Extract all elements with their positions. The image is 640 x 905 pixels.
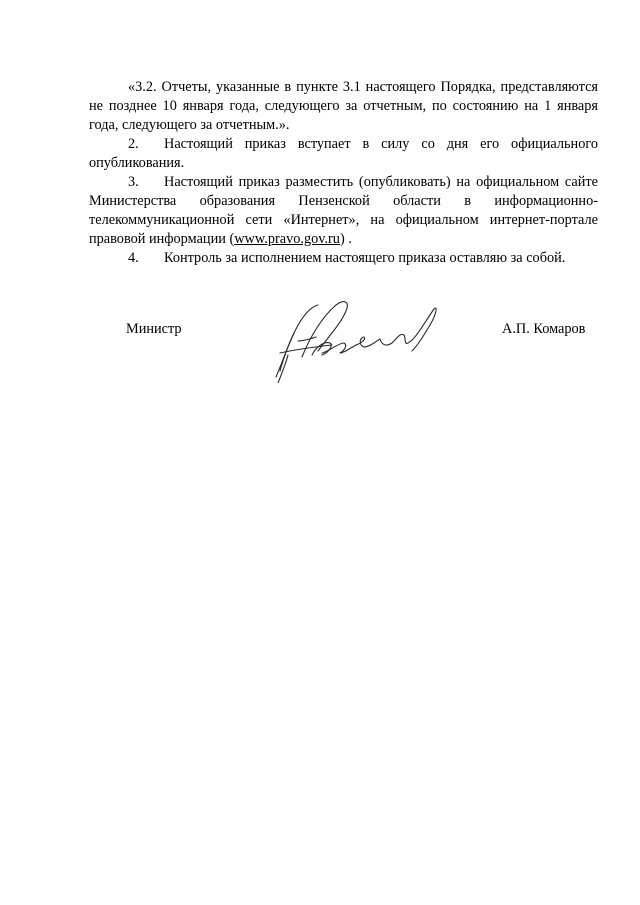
paragraph-text-end: ) . [339, 231, 352, 247]
paragraph-amendment [89, 78, 598, 135]
paragraph-text: Контроль за исполнением настоящего приказа оставляю за собой. [164, 250, 566, 266]
pravo-link[interactable]: www.pravo.gov.ru [234, 231, 340, 247]
paragraph-text: «3.2. Отчеты, указанные в пункте 3.1 настоящего Порядка, представляются не позднее 10 января года, следующего за отчетным, по состоянию на 1 января года, следующего за отчетным.». [89, 79, 598, 133]
signer-title: Министр [126, 321, 182, 337]
paragraph-number: 2. [128, 136, 139, 152]
signer-name: А.П. Комаров [502, 321, 586, 337]
handwritten-signature [258, 293, 448, 383]
paragraph-text: Настоящий приказ разместить (опубликовать) на официальном сайте Министерства образования Пензенской области в информационно-телекоммуникационной сети «Интернет», на официальном интернет-портале правовой информации ( [89, 174, 598, 247]
signature-block [0, 318, 640, 398]
paragraph-4 [89, 249, 598, 268]
paragraph-3 [89, 173, 598, 249]
paragraph-2 [89, 135, 598, 173]
document-body [89, 78, 598, 268]
paragraph-text: Настоящий приказ вступает в силу со дня его официального опубликования. [89, 136, 598, 171]
paragraph-number: 4. [128, 250, 139, 266]
paragraph-number: 3. [128, 174, 139, 190]
